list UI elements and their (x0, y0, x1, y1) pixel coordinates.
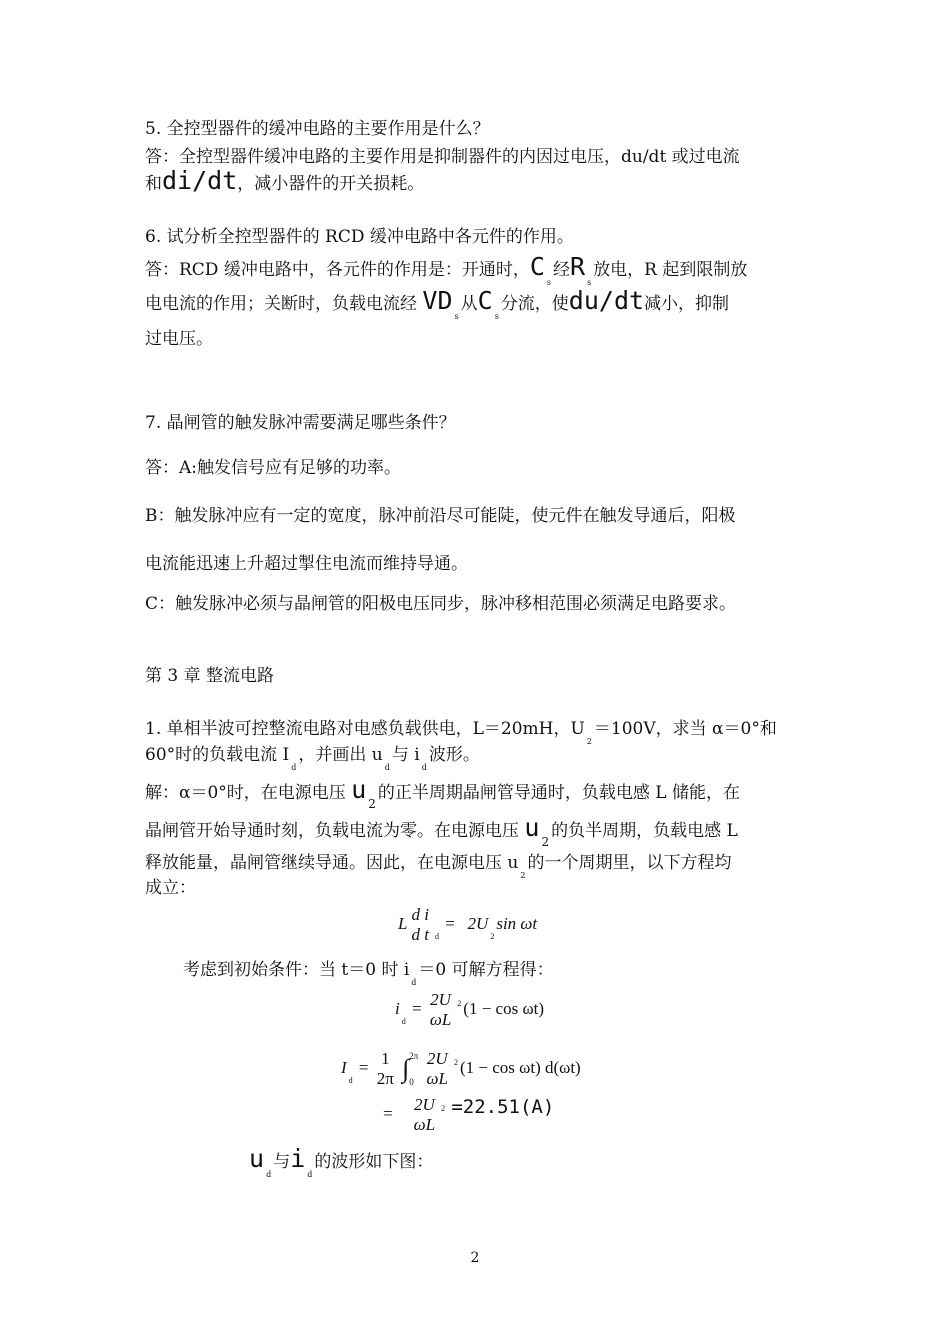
lower-limit: 0 (409, 1077, 414, 1087)
subscript: d (421, 763, 427, 772)
equation-id (395, 990, 544, 1030)
text: 波形。 (428, 745, 480, 765)
text: 考虑到初始条件：当 t＝0 时 i (183, 960, 410, 980)
numerator: 1 (381, 1049, 390, 1068)
vds-symbol: VD (422, 286, 453, 315)
subscript: d (307, 1170, 313, 1179)
subscript: d (411, 978, 417, 987)
text: 从 (460, 294, 478, 314)
eq-symbol: L (398, 913, 408, 933)
text: 与 (273, 1152, 291, 1172)
subscript: 2 (441, 1103, 446, 1113)
subscript: d (401, 1016, 406, 1026)
fraction (430, 990, 451, 1030)
text: 答：RCD 缓冲电路中，各元件的作用是：开通时， (145, 260, 530, 280)
eq-symbol: I (341, 1057, 347, 1077)
eq-symbol: i (395, 998, 400, 1018)
text: 的波形如下图： (314, 1152, 434, 1172)
text: 1. 单相半波可控整流电路对电感负载供电，L＝20mH， (145, 719, 571, 739)
text: 的正半周期晶闸管导通时，负载电感 L 储能，在 (377, 783, 741, 803)
page-number: 2 (470, 1250, 480, 1266)
q7-answer-b-line2: 电流能迅速上升超过掣住电流而维持导通。 (145, 554, 468, 574)
q6-answer-line3: 过电压。 (145, 329, 213, 349)
subscript: d (384, 763, 390, 772)
equals: = (411, 998, 422, 1018)
p1-solution-line4: 成立： (145, 878, 196, 898)
p1-solution-line3 (145, 852, 731, 887)
text: 电电流的作用；关断时，负载电流经 (145, 294, 417, 314)
eq-term: 2U (467, 913, 489, 933)
text: ，并画出 u (298, 745, 383, 765)
denominator: 2π (376, 1069, 394, 1088)
text: 晶闸管开始导通时刻，负载电流为零。在电源电压 (145, 821, 519, 841)
p1-line2 (145, 744, 480, 779)
text: 放电，R (593, 260, 657, 280)
text: 起到限制放 (662, 260, 748, 280)
equals: = (383, 1103, 393, 1123)
q5-answer-line2 (145, 166, 425, 195)
equals: = (445, 913, 455, 933)
q7-title: 7. 晶闸管的触发脉冲需要满足哪些条件？ (145, 413, 456, 433)
subscript: 2 (368, 797, 376, 811)
subscript: s (454, 312, 459, 321)
subscript: d (266, 1170, 272, 1179)
q6-answer-line2 (145, 286, 730, 328)
subscript: 2 (541, 835, 550, 849)
chapter-heading: 第 3 章 整流电路 (145, 666, 275, 686)
numerator: 2U (430, 990, 451, 1009)
text: 与 i (391, 745, 420, 765)
u2-symbol: u (524, 813, 540, 842)
ud-symbol: u (249, 1144, 265, 1173)
denominator: ωL (429, 1010, 452, 1029)
denominator: ωL (413, 1115, 436, 1134)
p1-solution-line1 (145, 775, 741, 815)
subscript: 2 (520, 871, 526, 880)
id-symbol: i (290, 1144, 306, 1173)
initial-condition-line (183, 959, 554, 994)
equals: = (358, 1057, 369, 1077)
eq-term: sin ωt (496, 913, 538, 933)
subscript: s (494, 312, 499, 321)
eq-term: (1 − cos ωt) (463, 998, 545, 1018)
subscript: 2 (586, 737, 592, 746)
numerator: 2U (413, 1095, 435, 1114)
text: ＝100V，求当 α＝0°和 (593, 719, 777, 739)
text: 60°时的负载电流 I (145, 745, 290, 765)
text: 经 (553, 260, 571, 280)
equation-differential (398, 905, 537, 945)
subscript: 2 (490, 931, 495, 941)
subscript: s (587, 278, 592, 287)
p1-solution-line2 (145, 813, 738, 853)
q7-answer-a: 答：A:触发信号应有足够的功率。 (145, 458, 402, 478)
u2-symbol: u (351, 775, 367, 804)
numerator: d i (411, 905, 429, 924)
q6-title: 6. 试分析全控型器件的 RCD 缓冲电路中各元件的作用。 (145, 227, 574, 247)
text: 减小，抑制 (644, 294, 730, 314)
q7-answer-c: C：触发脉冲必须与晶闸管的阳极电压同步，脉冲移相范围必须满足电路要求。 (145, 594, 737, 614)
text: 的一个周期里，以下方程均 (527, 853, 732, 873)
text: ＝0 可解方程得： (418, 960, 554, 980)
q7-answer-b-line1: B：触发脉冲应有一定的宽度，脉冲前沿尽可能陡，使元件在触发导通后，阳极 (145, 506, 736, 526)
result-value: =22.51(A) (451, 1095, 555, 1118)
subscript: 2 (457, 998, 462, 1008)
text: 解：α＝0°时，在电源电压 (145, 783, 346, 803)
fraction (411, 905, 428, 945)
text: ，减小器件的开关损耗。 (237, 174, 425, 194)
subscript: 2 (454, 1057, 458, 1067)
equation-result (383, 1095, 554, 1135)
text: 释放能量，晶闸管继续导通。因此，在电源电压 u (145, 853, 519, 873)
fraction (414, 1095, 435, 1135)
fraction (377, 1049, 394, 1089)
eq-term: (1 − cos ωt) d(ωt) (460, 1057, 581, 1077)
numerator: 2U (426, 1049, 448, 1068)
subscript: d (434, 931, 439, 941)
rs-symbol: R (570, 252, 586, 281)
subscript: d (348, 1075, 353, 1085)
text: 和 (145, 174, 162, 194)
u2-symbol: U (570, 719, 585, 739)
subscript: d (291, 763, 297, 772)
waveform-caption (249, 1144, 434, 1186)
fraction (427, 1049, 448, 1089)
di-dt-symbol: di/dt (162, 166, 238, 195)
upper-limit: 2π (409, 1051, 419, 1061)
integral-sign: ∫ (402, 1054, 410, 1083)
du-dt-symbol: du/dt (568, 286, 645, 315)
integral-limits (409, 1043, 418, 1095)
text: 分流，使 (500, 294, 569, 314)
denominator: d t (411, 925, 429, 944)
q5-answer-line1: 答：全控型器件缓冲电路的主要作用是抑制器件的内因过电压，du/dt 或过电流 (145, 147, 740, 167)
text: 的负半周期，负载电感 L (551, 821, 738, 841)
q5-title: 5. 全控型器件的缓冲电路的主要作用是什么？ (145, 119, 490, 139)
denominator: ωL (426, 1069, 448, 1088)
subscript: s (546, 278, 552, 287)
equation-Id (341, 1043, 581, 1095)
cs-symbol: C (477, 286, 493, 315)
cs-symbol: C (529, 252, 545, 281)
